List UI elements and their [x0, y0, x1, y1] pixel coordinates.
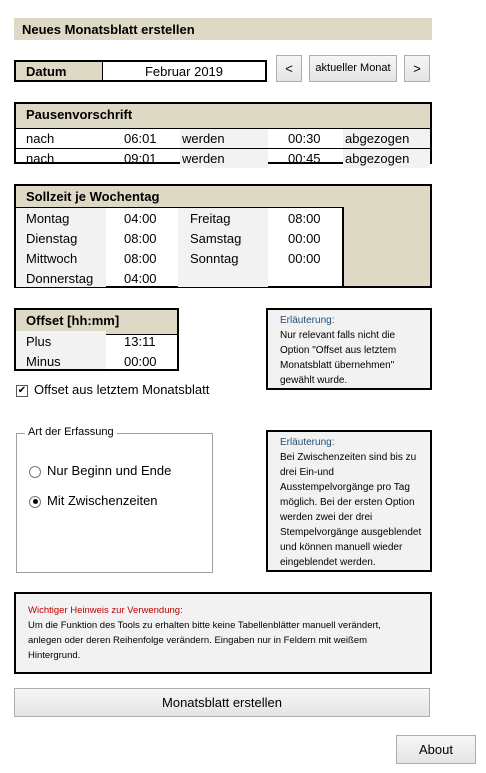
pausen-nach-label: nach — [26, 151, 55, 166]
current-month-button[interactable]: aktueller Monat — [309, 55, 397, 82]
explanation-heading: Erläuterung: — [280, 437, 335, 448]
pausen-header: Pausenvorschrift — [16, 104, 430, 129]
pausen-row — [16, 149, 430, 168]
offset-minus-value[interactable]: 00:00 — [124, 354, 157, 369]
hinweis-box — [14, 592, 432, 674]
weekday-time[interactable]: 00:00 — [288, 251, 321, 266]
erfassung-groupbox — [16, 426, 213, 573]
checkbox-checked-icon[interactable]: ✔ — [17, 384, 27, 396]
offset-plus-value[interactable]: 13:11 — [124, 334, 156, 349]
page-title: Neues Monatsblatt erstellen — [14, 18, 432, 40]
radio-unchecked-icon[interactable] — [29, 466, 41, 478]
pausen-nach-label: nach — [26, 131, 55, 146]
pausen-deduction-value[interactable]: 00:45 — [288, 151, 321, 166]
pausen-section — [14, 102, 432, 164]
erfassung-legend: Art der Erfassung — [25, 426, 117, 438]
explanation-heading: Erläuterung: — [280, 315, 335, 326]
weekday-label: Donnerstag — [26, 271, 94, 286]
explanation-line: Bei Zwischenzeiten sind bis zu — [280, 452, 417, 463]
explanation-line: möglich. Bei der ersten Option — [280, 497, 415, 508]
radio-checked-icon[interactable] — [29, 496, 41, 508]
pausen-abgezogen-label: abgezogen — [343, 129, 430, 148]
weekday-time[interactable]: 08:00 — [124, 251, 157, 266]
radio-label: Nur Beginn und Ende — [47, 463, 172, 478]
explanation-line: Stempelvorgänge ausgeblendet — [280, 527, 422, 538]
datum-label: Datum — [14, 60, 104, 82]
weekday-label: Mittwoch — [26, 251, 78, 266]
pausen-threshold-value[interactable]: 09:01 — [124, 151, 157, 166]
radio-mit-zwischenzeiten[interactable] — [29, 493, 158, 508]
hinweis-line: anlegen oder deren Reihenfolge verändern. Eingaben nur in Feldern mit weißem — [28, 635, 368, 646]
explanation-line: drei Ein-und — [280, 467, 334, 478]
explanation-line: Option "Offset aus letztem — [280, 345, 397, 356]
weekday-label: Samstag — [190, 231, 242, 246]
datum-value[interactable]: Februar 2019 — [102, 60, 267, 82]
sollzeit-header: Sollzeit je Wochentag — [16, 186, 430, 210]
offset-header: Offset [hh:mm] — [16, 310, 177, 335]
explanation-line: Monatsblatt übernehmen" — [280, 360, 395, 371]
hinweis-line: Hintergrund. — [28, 650, 81, 661]
weekday-label: Sonntag — [190, 251, 239, 266]
pausen-threshold-value[interactable]: 06:01 — [124, 131, 157, 146]
explanation-erfassung — [266, 430, 432, 572]
prev-month-button[interactable]: < — [276, 55, 302, 82]
weekday-time[interactable]: 04:00 — [124, 271, 157, 286]
pausen-werden-label: werden — [180, 129, 268, 148]
radio-label: Mit Zwischenzeiten — [47, 493, 158, 508]
offset-checkbox-label: Offset aus letztem Monatsblatt — [34, 382, 210, 397]
weekday-label: Montag — [26, 211, 70, 226]
offset-minus-label: Minus — [26, 354, 61, 369]
explanation-line: und können manuell wieder — [280, 542, 403, 553]
weekday-label: Dienstag — [26, 231, 78, 246]
sollzeit-grid — [16, 207, 344, 286]
explanation-line: Nur relevant falls nicht die — [280, 330, 396, 341]
pausen-abgezogen-label: abgezogen — [343, 149, 430, 168]
weekday-time[interactable]: 08:00 — [124, 231, 157, 246]
sollzeit-section — [14, 184, 432, 288]
next-month-button[interactable]: > — [404, 55, 430, 82]
about-button[interactable]: About — [396, 735, 476, 764]
explanation-line: gewählt wurde. — [280, 375, 348, 386]
explanation-line: werden zwei der drei — [280, 512, 373, 523]
pausen-deduction-value[interactable]: 00:30 — [288, 131, 321, 146]
weekday-time[interactable]: 00:00 — [288, 231, 321, 246]
hinweis-heading: Wichtiger Heinweis zur Verwendung: — [28, 605, 183, 616]
weekday-label: Freitag — [190, 211, 231, 226]
explanation-line: eingeblendet werden. — [280, 557, 376, 568]
create-monatsblatt-button[interactable]: Monatsblatt erstellen — [14, 688, 430, 717]
weekday-time[interactable]: 08:00 — [288, 211, 321, 226]
hinweis-line: Um die Funktion des Tools zu erhalten bitte keine Tabellenblätter manuell verändert, — [28, 620, 381, 631]
offset-section — [14, 308, 179, 371]
explanation-line: Ausstempelvorgänge pro Tag — [280, 482, 410, 493]
pausen-row — [16, 129, 430, 149]
weekday-time[interactable]: 04:00 — [124, 211, 157, 226]
offset-checkbox[interactable] — [16, 382, 209, 397]
pausen-werden-label: werden — [180, 149, 268, 168]
explanation-offset — [266, 308, 432, 390]
offset-plus-label: Plus — [26, 334, 52, 349]
radio-nur-beginn-ende[interactable] — [29, 463, 171, 478]
